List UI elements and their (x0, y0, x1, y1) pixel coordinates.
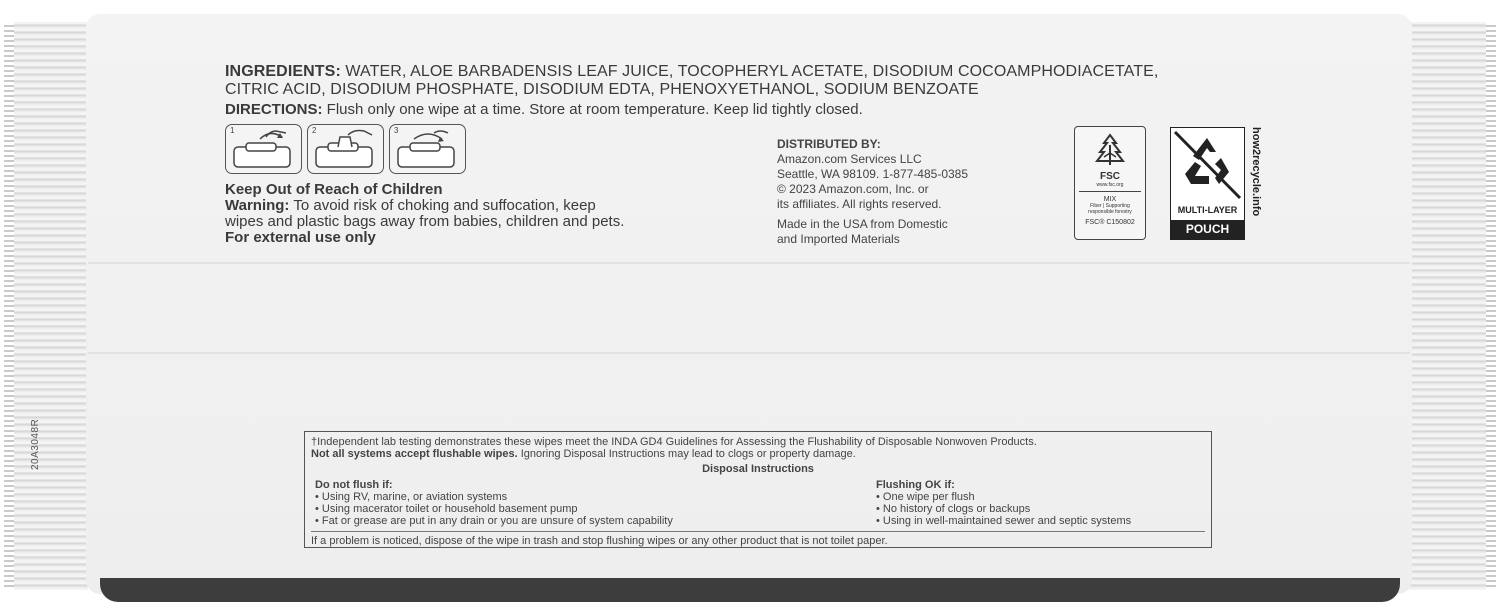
list-item: • Using macerator toilet or household basement pump (315, 503, 578, 515)
directions (225, 100, 1235, 120)
fsc-name: FSC (1100, 171, 1120, 182)
fsc-fiber: Fiber | Supporting (1090, 203, 1130, 209)
warning-label: Warning: (225, 197, 290, 214)
left-crimp-seal (6, 22, 88, 590)
right-crimp-seal (1408, 22, 1494, 590)
fsc-code: FSC® C150802 (1085, 219, 1135, 226)
problem-note: If a problem is noticed, dispose of the wipe in trash and stop flushing wipes or any other product that is not toilet paper. (311, 531, 1205, 547)
package-bottom-band (100, 578, 1400, 602)
recycle-crossed-icon (1171, 128, 1244, 202)
external-use: For external use only (225, 229, 376, 246)
flushing-ok-list: Flushing OK if: • One wipe per flush • No history of clogs or backups • Using in well-maintained sewer and septic systems (876, 479, 1132, 527)
step-close-lid-icon: 3 (389, 124, 466, 174)
list-item: • One wipe per flush (876, 491, 975, 503)
directions-label: DIRECTIONS: (225, 101, 323, 118)
ingredients-line-2: CITRIC ACID, DISODIUM PHOSPHATE, DISODIUM EDTA, PHENOXYETHANOL, SODIUM BENZOATE (225, 81, 979, 98)
list-item: • Using RV, marine, or aviation systems (315, 491, 508, 503)
distributor-line: © 2023 Amazon.com, Inc. or (777, 182, 929, 196)
step-open-lid-icon: 1 (225, 124, 302, 174)
fsc-label (1074, 126, 1146, 240)
flushability-footnote: †Independent lab testing demonstrates these wipes meet the INDA GD4 Guidelines for Assessing the Flushability of Disposable Nonwoven Products. (311, 436, 1037, 448)
not-all-systems: Not all systems accept flushable wipes. Ignoring Disposal Instructions may lead to clogs or property damage. (311, 448, 856, 460)
ingredients-label: INGREDIENTS: (225, 63, 341, 80)
fsc-tree-icon (1090, 133, 1130, 167)
ingredients-line-1: WATER, ALOE BARBADENSIS LEAF JUICE, TOCOPHERYL ACETATE, DISODIUM COCOAMPHODIACETATE, (345, 63, 1159, 80)
ingredients (225, 63, 1235, 99)
made-in-line-1: Made in the USA from Domestic (777, 217, 948, 231)
disposal-heading: Disposal Instructions (702, 463, 814, 475)
usage-steps (225, 124, 466, 174)
distributor-line: Amazon.com Services LLC (777, 152, 922, 166)
distributor-info (777, 137, 968, 247)
do-not-flush-list: Do not flush if: • Using RV, marine, or aviation systems • Using macerator toilet or household basement pump • Fat or grease are put in any drain or you are unsure of system capability (315, 479, 673, 527)
list-item: • No history of clogs or backups (876, 503, 1031, 515)
fold-line (88, 352, 1410, 354)
fsc-site: www.fsc.org (1096, 182, 1124, 188)
directions-text: Flush only one wipe at a time. Store at room temperature. Keep lid tightly closed. (326, 101, 863, 118)
lot-code: 20A3048R (30, 418, 41, 470)
how2recycle-site: how2recycle.info (1250, 127, 1262, 217)
disposal-box (304, 431, 1212, 548)
pouch-label: POUCH (1171, 220, 1244, 239)
fsc-forestry: responsible forestry (1088, 209, 1132, 215)
fsc-mix: MIX (1103, 196, 1117, 203)
warnings (225, 182, 624, 246)
how2recycle-label (1170, 127, 1245, 240)
keep-out-heading: Keep Out of Reach of Children (225, 181, 443, 198)
multi-layer-label: MULTI-LAYER (1177, 205, 1238, 215)
distributor-line: Seattle, WA 98109. 1-877-485-0385 (777, 167, 969, 181)
fold-line (88, 262, 1410, 264)
distributor-label: DISTRIBUTED BY: (777, 137, 881, 151)
made-in-line-2: and Imported Materials (777, 232, 900, 246)
list-item: • Using in well-maintained sewer and septic systems (876, 515, 1132, 527)
warning-text-2: wipes and plastic bags away from babies, children and pets. (225, 213, 625, 230)
warning-text-1: To avoid risk of choking and suffocation, keep (293, 197, 596, 214)
step-pull-wipe-icon: 2 (307, 124, 384, 174)
distributor-line: its affiliates. All rights reserved. (777, 197, 942, 211)
ingredients-block (225, 63, 1235, 120)
list-item: • Fat or grease are put in any drain or you are unsure of system capability (315, 515, 673, 527)
